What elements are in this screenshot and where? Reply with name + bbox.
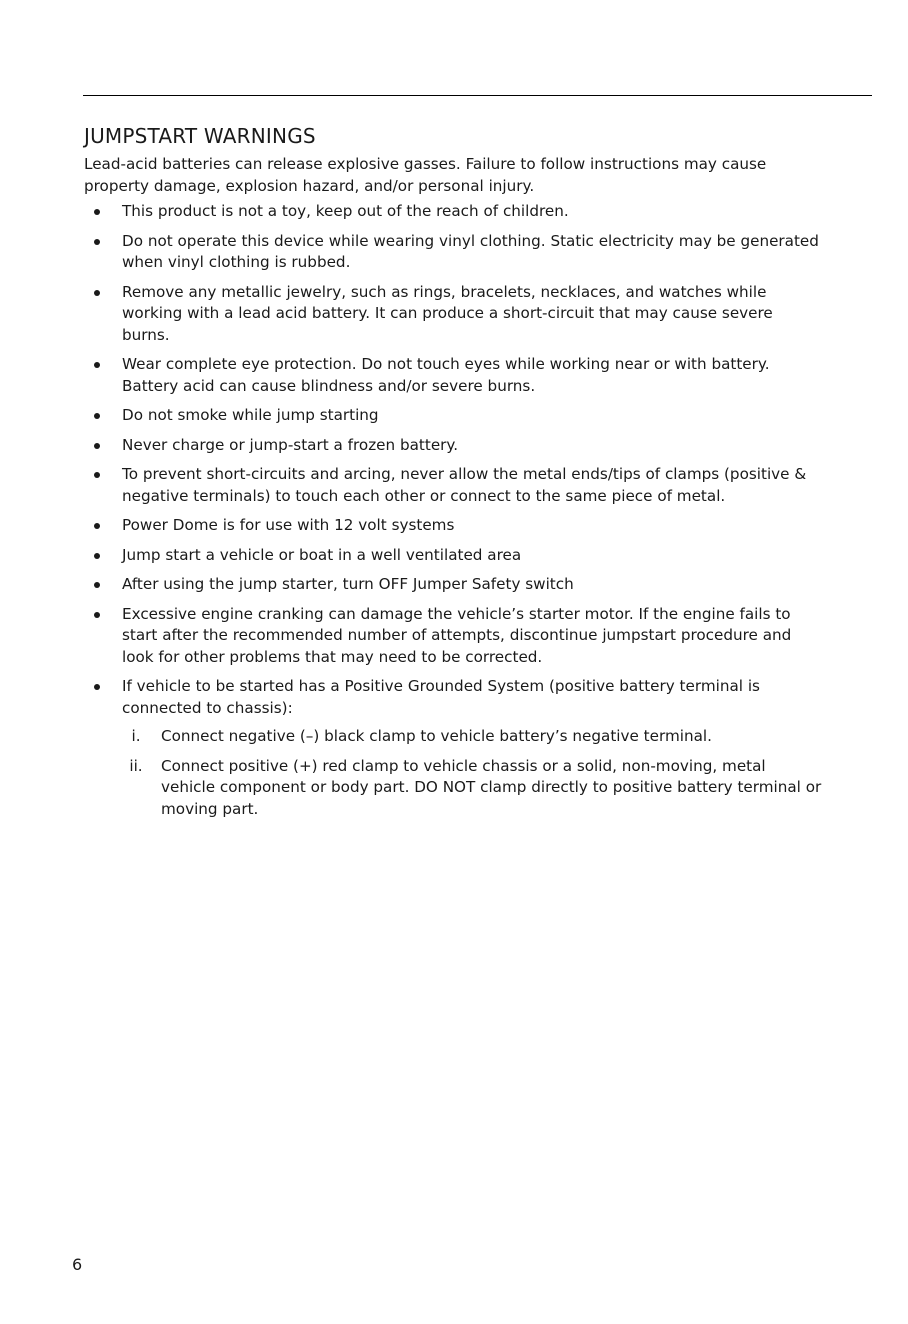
warning-text: Remove any metallic jewelry, such as rings, bracelets, necklaces, and watches while working with a lead acid battery. It can produce a short-circuit that may cause severe burns. (122, 282, 773, 344)
warning-item (84, 604, 824, 669)
warning-item (84, 282, 824, 347)
bullet-icon (94, 413, 100, 419)
warning-list (84, 201, 824, 820)
warning-item (84, 464, 824, 507)
bullet-icon (94, 553, 100, 559)
warning-text: This product is not a toy, keep out of the reach of children. (122, 202, 569, 220)
bullet-icon (94, 290, 100, 296)
bullet-icon (94, 472, 100, 478)
warning-text: After using the jump starter, turn OFF Jumper Safety switch (122, 575, 574, 593)
bullet-icon (94, 209, 100, 215)
step-text: Connect negative (–) black clamp to vehicle battery’s negative terminal. (161, 727, 712, 745)
warning-text: Do not operate this device while wearing vinyl clothing. Static electricity may be generated when vinyl clothing is rubbed. (122, 231, 819, 271)
bullet-icon (94, 239, 100, 245)
bullet-icon (94, 362, 100, 368)
warning-text: Excessive engine cranking can damage the vehicle’s starter motor. If the engine fails to start after the recommended number of attempts, discontinue jumpstart procedure and look for other problems that may need to be corrected. (122, 604, 792, 666)
bullet-icon (94, 523, 100, 529)
bullet-icon (94, 582, 100, 588)
warning-item (84, 231, 824, 274)
page-number: 6 (72, 1255, 83, 1274)
step-marker: i. (131, 727, 141, 745)
warning-text: Jump start a vehicle or boat in a well ventilated area (122, 545, 522, 564)
warnings-section (84, 123, 824, 828)
warning-text: If vehicle to be started has a Positive Grounded System (positive battery terminal is connected to chassis): (122, 677, 760, 717)
bullet-icon (94, 443, 100, 449)
warning-text: Never charge or jump-start a frozen battery. (122, 435, 459, 454)
step-item (122, 756, 824, 821)
step-marker: ii. (129, 756, 143, 775)
step-item (122, 726, 824, 748)
section-title: JUMPSTART WARNINGS (84, 124, 316, 148)
positive-ground-steps (122, 726, 824, 820)
warning-item (84, 354, 824, 397)
warning-item (84, 435, 824, 457)
warning-item (84, 515, 824, 537)
warning-item (84, 574, 824, 596)
bullet-icon (94, 684, 100, 690)
warning-item (84, 201, 824, 223)
warning-item (84, 405, 824, 427)
warning-item (84, 545, 824, 567)
warning-text: Wear complete eye protection. Do not touch eyes while working near or with battery. Battery acid can cause blindness and/or severe burns. (122, 355, 770, 395)
warning-item (84, 676, 824, 820)
bullet-icon (94, 612, 100, 618)
step-text: Connect positive (+) red clamp to vehicle chassis or a solid, non-moving, metal vehicle component or body part. DO NOT clamp directly to positive battery terminal or moving part. (161, 756, 822, 818)
warning-text: To prevent short-circuits and arcing, never allow the metal ends/tips of clamps (positive & negative terminals) to touch each other or connect to the same piece of metal. (122, 465, 807, 505)
warning-text: Power Dome is for use with 12 volt systems (122, 516, 455, 534)
warning-text: Do not smoke while jump starting (122, 406, 379, 424)
intro-paragraph: Lead-acid batteries can release explosive gasses. Failure to follow instructions may cause property damage, explosion hazard, and/or personal injury. (84, 155, 767, 195)
header-rule (83, 95, 872, 96)
